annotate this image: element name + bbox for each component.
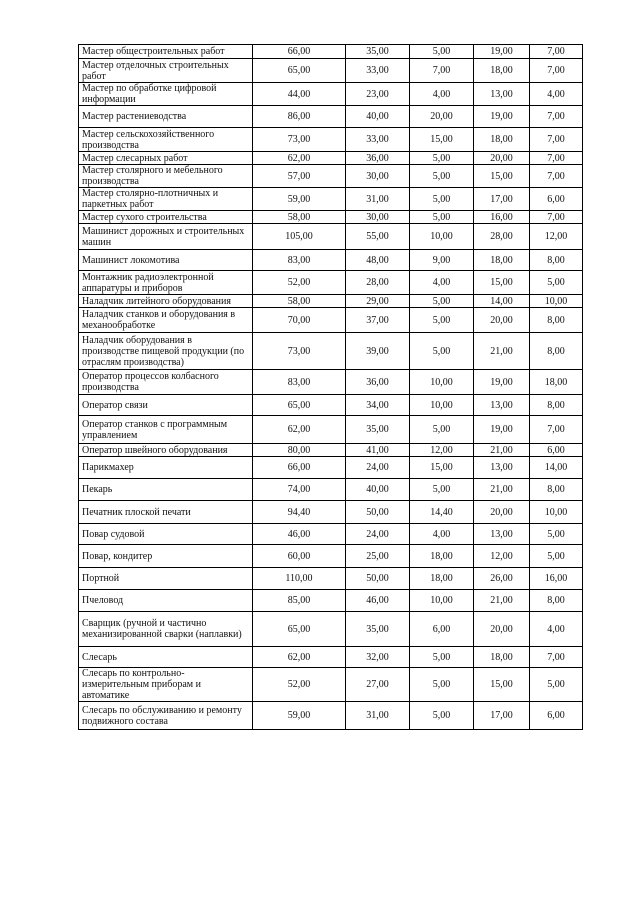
profession-name-cell: Оператор процессов колбасного производства — [79, 370, 253, 395]
value-cell-col3: 18,00 — [410, 568, 474, 590]
value-cell-col5: 8,00 — [530, 395, 583, 416]
value-cell-col4: 18,00 — [474, 647, 530, 668]
value-cell-total: 65,00 — [253, 395, 346, 416]
value-cell-total: 74,00 — [253, 479, 346, 501]
value-cell-total: 83,00 — [253, 370, 346, 395]
profession-name-cell: Пчеловод — [79, 590, 253, 612]
value-cell-col3: 5,00 — [410, 165, 474, 188]
value-cell-total: 85,00 — [253, 590, 346, 612]
value-cell-col4: 20,00 — [474, 501, 530, 524]
value-cell-col5: 6,00 — [530, 702, 583, 730]
table-row — [79, 83, 583, 106]
table-row — [79, 308, 583, 333]
profession-name-cell: Мастер столярного и мебельного производства — [79, 165, 253, 188]
profession-name-cell: Повар, кондитер — [79, 545, 253, 568]
value-cell-total: 105,00 — [253, 224, 346, 250]
document-page — [78, 44, 582, 730]
value-cell-col2: 27,00 — [346, 668, 410, 702]
profession-name-cell: Слесарь по контрольно-измерительным приборам и автоматике — [79, 668, 253, 702]
value-cell-col4: 13,00 — [474, 83, 530, 106]
value-cell-col3: 5,00 — [410, 308, 474, 333]
value-cell-total: 62,00 — [253, 416, 346, 444]
value-cell-col5: 8,00 — [530, 590, 583, 612]
value-cell-col2: 36,00 — [346, 152, 410, 165]
value-cell-col5: 7,00 — [530, 211, 583, 224]
value-cell-col2: 48,00 — [346, 250, 410, 271]
profession-name-cell: Мастер сельскохозяйственного производства — [79, 128, 253, 152]
profession-name-cell: Мастер столярно-плотничных и паркетных работ — [79, 188, 253, 211]
value-cell-col4: 19,00 — [474, 45, 530, 59]
value-cell-col5: 16,00 — [530, 568, 583, 590]
value-cell-col5: 4,00 — [530, 612, 583, 647]
value-cell-col2: 30,00 — [346, 211, 410, 224]
value-cell-col2: 34,00 — [346, 395, 410, 416]
profession-name-cell: Наладчик станков и оборудования в механообработке — [79, 308, 253, 333]
value-cell-total: 58,00 — [253, 295, 346, 308]
value-cell-col3: 5,00 — [410, 668, 474, 702]
value-cell-col3: 20,00 — [410, 106, 474, 128]
value-cell-col5: 5,00 — [530, 668, 583, 702]
table-row — [79, 250, 583, 271]
value-cell-total: 70,00 — [253, 308, 346, 333]
value-cell-col3: 18,00 — [410, 545, 474, 568]
value-cell-col2: 40,00 — [346, 479, 410, 501]
value-cell-col4: 20,00 — [474, 612, 530, 647]
table-row — [79, 188, 583, 211]
value-cell-col2: 39,00 — [346, 333, 410, 370]
value-cell-col4: 13,00 — [474, 395, 530, 416]
table-row — [79, 395, 583, 416]
value-cell-total: 58,00 — [253, 211, 346, 224]
value-cell-col2: 28,00 — [346, 271, 410, 295]
value-cell-total: 62,00 — [253, 152, 346, 165]
value-cell-col3: 10,00 — [410, 224, 474, 250]
profession-name-cell: Оператор швейного оборудования — [79, 444, 253, 457]
value-cell-col2: 35,00 — [346, 612, 410, 647]
profession-name-cell: Мастер растениеводства — [79, 106, 253, 128]
profession-name-cell: Мастер общестроительных работ — [79, 45, 253, 59]
value-cell-col4: 28,00 — [474, 224, 530, 250]
value-cell-total: 59,00 — [253, 188, 346, 211]
table-row — [79, 45, 583, 59]
value-cell-col4: 17,00 — [474, 188, 530, 211]
value-cell-col5: 7,00 — [530, 106, 583, 128]
profession-name-cell: Печатник плоской печати — [79, 501, 253, 524]
value-cell-total: 46,00 — [253, 524, 346, 545]
value-cell-col4: 19,00 — [474, 416, 530, 444]
value-cell-col4: 21,00 — [474, 479, 530, 501]
value-cell-col2: 24,00 — [346, 524, 410, 545]
value-cell-col5: 7,00 — [530, 152, 583, 165]
value-cell-col4: 14,00 — [474, 295, 530, 308]
value-cell-col2: 24,00 — [346, 457, 410, 479]
profession-name-cell: Мастер сухого строительства — [79, 211, 253, 224]
table-row — [79, 444, 583, 457]
table-row — [79, 416, 583, 444]
profession-name-cell: Портной — [79, 568, 253, 590]
value-cell-col3: 6,00 — [410, 612, 474, 647]
profession-name-cell: Машинист дорожных и строительных машин — [79, 224, 253, 250]
data-table — [78, 44, 583, 730]
value-cell-total: 83,00 — [253, 250, 346, 271]
value-cell-col4: 20,00 — [474, 152, 530, 165]
value-cell-col4: 17,00 — [474, 702, 530, 730]
value-cell-col4: 18,00 — [474, 250, 530, 271]
value-cell-col2: 50,00 — [346, 501, 410, 524]
profession-name-cell: Оператор связи — [79, 395, 253, 416]
value-cell-col3: 15,00 — [410, 457, 474, 479]
value-cell-total: 80,00 — [253, 444, 346, 457]
value-cell-col2: 40,00 — [346, 106, 410, 128]
profession-name-cell: Оператор станков с программным управлением — [79, 416, 253, 444]
value-cell-col5: 5,00 — [530, 271, 583, 295]
value-cell-col5: 5,00 — [530, 545, 583, 568]
table-row — [79, 224, 583, 250]
table-row — [79, 668, 583, 702]
value-cell-col5: 7,00 — [530, 128, 583, 152]
value-cell-total: 73,00 — [253, 333, 346, 370]
value-cell-total: 60,00 — [253, 545, 346, 568]
value-cell-total: 59,00 — [253, 702, 346, 730]
value-cell-total: 65,00 — [253, 59, 346, 83]
value-cell-total: 57,00 — [253, 165, 346, 188]
profession-name-cell: Пекарь — [79, 479, 253, 501]
value-cell-col4: 19,00 — [474, 370, 530, 395]
value-cell-col4: 15,00 — [474, 668, 530, 702]
value-cell-col2: 35,00 — [346, 416, 410, 444]
value-cell-col2: 46,00 — [346, 590, 410, 612]
profession-name-cell: Слесарь — [79, 647, 253, 668]
value-cell-col5: 8,00 — [530, 250, 583, 271]
profession-name-cell: Слесарь по обслуживанию и ремонту подвижного состава — [79, 702, 253, 730]
value-cell-col5: 4,00 — [530, 83, 583, 106]
value-cell-col2: 50,00 — [346, 568, 410, 590]
table-row — [79, 165, 583, 188]
value-cell-col3: 5,00 — [410, 647, 474, 668]
value-cell-col3: 7,00 — [410, 59, 474, 83]
value-cell-col3: 5,00 — [410, 333, 474, 370]
value-cell-col3: 5,00 — [410, 211, 474, 224]
value-cell-col3: 12,00 — [410, 444, 474, 457]
profession-name-cell: Парикмахер — [79, 457, 253, 479]
value-cell-col5: 7,00 — [530, 59, 583, 83]
value-cell-col3: 4,00 — [410, 271, 474, 295]
table-row — [79, 702, 583, 730]
value-cell-col3: 14,40 — [410, 501, 474, 524]
value-cell-col4: 20,00 — [474, 308, 530, 333]
table-body — [79, 45, 583, 730]
value-cell-total: 94,40 — [253, 501, 346, 524]
value-cell-col2: 41,00 — [346, 444, 410, 457]
table-row — [79, 271, 583, 295]
value-cell-col3: 5,00 — [410, 45, 474, 59]
table-row — [79, 59, 583, 83]
value-cell-col3: 10,00 — [410, 370, 474, 395]
value-cell-total: 52,00 — [253, 668, 346, 702]
value-cell-col4: 15,00 — [474, 165, 530, 188]
value-cell-col5: 7,00 — [530, 647, 583, 668]
value-cell-col2: 35,00 — [346, 45, 410, 59]
value-cell-col4: 13,00 — [474, 524, 530, 545]
profession-name-cell: Мастер отделочных строительных работ — [79, 59, 253, 83]
table-row — [79, 524, 583, 545]
value-cell-col4: 12,00 — [474, 545, 530, 568]
profession-name-cell: Монтажник радиоэлектронной аппаратуры и приборов — [79, 271, 253, 295]
value-cell-col3: 5,00 — [410, 188, 474, 211]
value-cell-col3: 4,00 — [410, 524, 474, 545]
value-cell-col3: 5,00 — [410, 416, 474, 444]
value-cell-col2: 33,00 — [346, 59, 410, 83]
profession-name-cell: Мастер слесарных работ — [79, 152, 253, 165]
profession-name-cell: Наладчик оборудования в производстве пищевой продукции (по отраслям производства) — [79, 333, 253, 370]
value-cell-total: 65,00 — [253, 612, 346, 647]
value-cell-col5: 8,00 — [530, 333, 583, 370]
value-cell-col5: 14,00 — [530, 457, 583, 479]
value-cell-col3: 4,00 — [410, 83, 474, 106]
value-cell-col5: 8,00 — [530, 479, 583, 501]
value-cell-col4: 16,00 — [474, 211, 530, 224]
value-cell-col2: 30,00 — [346, 165, 410, 188]
profession-name-cell: Машинист локомотива — [79, 250, 253, 271]
table-row — [79, 457, 583, 479]
value-cell-col5: 8,00 — [530, 308, 583, 333]
value-cell-col3: 10,00 — [410, 590, 474, 612]
value-cell-col3: 15,00 — [410, 128, 474, 152]
value-cell-col2: 36,00 — [346, 370, 410, 395]
value-cell-col2: 25,00 — [346, 545, 410, 568]
value-cell-col3: 5,00 — [410, 295, 474, 308]
value-cell-col5: 6,00 — [530, 444, 583, 457]
value-cell-total: 66,00 — [253, 457, 346, 479]
value-cell-col5: 18,00 — [530, 370, 583, 395]
value-cell-col2: 23,00 — [346, 83, 410, 106]
profession-name-cell: Наладчик литейного оборудования — [79, 295, 253, 308]
table-row — [79, 501, 583, 524]
value-cell-col4: 21,00 — [474, 590, 530, 612]
value-cell-total: 73,00 — [253, 128, 346, 152]
value-cell-col3: 5,00 — [410, 479, 474, 501]
value-cell-col2: 37,00 — [346, 308, 410, 333]
table-row — [79, 152, 583, 165]
value-cell-col4: 19,00 — [474, 106, 530, 128]
value-cell-col2: 31,00 — [346, 702, 410, 730]
value-cell-col2: 55,00 — [346, 224, 410, 250]
value-cell-col2: 33,00 — [346, 128, 410, 152]
value-cell-col2: 32,00 — [346, 647, 410, 668]
table-row — [79, 333, 583, 370]
value-cell-col3: 10,00 — [410, 395, 474, 416]
value-cell-col3: 5,00 — [410, 702, 474, 730]
table-row — [79, 106, 583, 128]
profession-name-cell: Сварщик (ручной и частично механизированной сварки (наплавки) — [79, 612, 253, 647]
value-cell-col5: 12,00 — [530, 224, 583, 250]
value-cell-col4: 21,00 — [474, 444, 530, 457]
value-cell-col3: 9,00 — [410, 250, 474, 271]
table-row — [79, 479, 583, 501]
table-row — [79, 128, 583, 152]
value-cell-total: 110,00 — [253, 568, 346, 590]
value-cell-total: 52,00 — [253, 271, 346, 295]
value-cell-col2: 31,00 — [346, 188, 410, 211]
profession-name-cell: Повар судовой — [79, 524, 253, 545]
value-cell-col5: 7,00 — [530, 416, 583, 444]
value-cell-total: 86,00 — [253, 106, 346, 128]
value-cell-col5: 7,00 — [530, 45, 583, 59]
value-cell-total: 66,00 — [253, 45, 346, 59]
table-row — [79, 211, 583, 224]
table-row — [79, 545, 583, 568]
value-cell-col3: 5,00 — [410, 152, 474, 165]
value-cell-col4: 21,00 — [474, 333, 530, 370]
value-cell-col2: 29,00 — [346, 295, 410, 308]
value-cell-total: 44,00 — [253, 83, 346, 106]
table-row — [79, 295, 583, 308]
value-cell-col5: 10,00 — [530, 295, 583, 308]
table-row — [79, 370, 583, 395]
value-cell-col5: 6,00 — [530, 188, 583, 211]
value-cell-col4: 18,00 — [474, 59, 530, 83]
table-row — [79, 568, 583, 590]
value-cell-col5: 5,00 — [530, 524, 583, 545]
value-cell-col5: 10,00 — [530, 501, 583, 524]
value-cell-col4: 26,00 — [474, 568, 530, 590]
value-cell-col5: 7,00 — [530, 165, 583, 188]
table-row — [79, 612, 583, 647]
value-cell-col4: 18,00 — [474, 128, 530, 152]
table-row — [79, 590, 583, 612]
table-row — [79, 647, 583, 668]
value-cell-col4: 15,00 — [474, 271, 530, 295]
profession-name-cell: Мастер по обработке цифровой информации — [79, 83, 253, 106]
value-cell-total: 62,00 — [253, 647, 346, 668]
value-cell-col4: 13,00 — [474, 457, 530, 479]
